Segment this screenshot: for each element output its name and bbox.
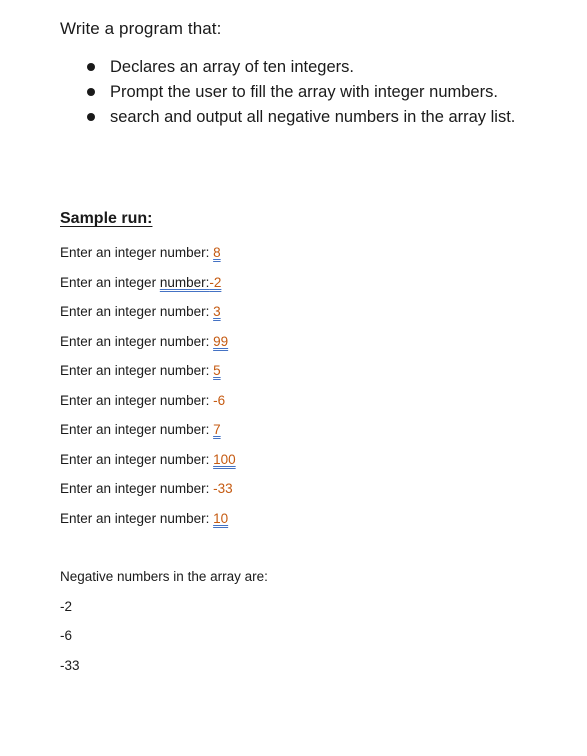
negative-value: -6 bbox=[60, 628, 73, 643]
run-line bbox=[60, 273, 236, 303]
prompt-text: Enter an integer number: bbox=[60, 481, 210, 496]
task-intro: Write a program that: bbox=[60, 19, 222, 38]
run-line bbox=[60, 243, 236, 273]
prompt-text: Enter an integer number: bbox=[60, 245, 210, 260]
bullet-icon bbox=[87, 113, 95, 121]
input-value: 10 bbox=[213, 510, 229, 526]
input-value: 99 bbox=[213, 333, 229, 349]
run-line bbox=[60, 479, 236, 509]
negative-value: -2 bbox=[60, 598, 73, 614]
input-value: -33 bbox=[213, 481, 233, 496]
input-value: 100 bbox=[213, 451, 236, 467]
result-output bbox=[60, 567, 268, 685]
prompt-text: Enter an integer number: bbox=[60, 333, 210, 349]
input-value: 5 bbox=[213, 363, 221, 378]
run-line bbox=[60, 361, 236, 391]
prompt-text-b: number: bbox=[159, 274, 210, 290]
prompt-text: Enter an integer number: bbox=[60, 392, 210, 408]
requirement-text: Prompt the user to fill the array with integer numbers. bbox=[110, 83, 498, 101]
sample-run-output bbox=[60, 243, 236, 538]
run-line bbox=[60, 332, 236, 362]
prompt-text-a: Enter an integer bbox=[60, 274, 160, 290]
requirements-list bbox=[85, 56, 515, 131]
prompt-text: Enter an integer number: bbox=[60, 363, 210, 378]
bullet-icon bbox=[87, 63, 95, 71]
prompt-text: Enter an integer number: bbox=[60, 451, 210, 467]
input-value: 8 bbox=[213, 245, 221, 260]
requirement-item bbox=[85, 81, 515, 106]
requirement-item bbox=[85, 106, 515, 131]
input-value: 7 bbox=[213, 422, 221, 437]
input-value: -2 bbox=[209, 274, 222, 290]
requirement-item bbox=[85, 56, 515, 81]
requirement-text: search and output all negative numbers in the array list. bbox=[110, 108, 516, 126]
requirement-text: Declares an array of ten integers. bbox=[110, 58, 354, 76]
input-value: -6 bbox=[213, 392, 226, 408]
prompt-text: Enter an integer number: bbox=[60, 510, 210, 526]
sample-run-heading: Sample run: bbox=[60, 210, 153, 227]
result-label: Negative numbers in the array are: bbox=[60, 569, 268, 584]
run-line bbox=[60, 302, 236, 332]
bullet-icon bbox=[87, 88, 95, 96]
prompt-text: Enter an integer number: bbox=[60, 422, 210, 437]
run-line bbox=[60, 450, 236, 480]
prompt-text: Enter an integer number: bbox=[60, 304, 210, 319]
run-line bbox=[60, 420, 236, 450]
negative-value: -33 bbox=[60, 657, 80, 673]
run-line bbox=[60, 509, 236, 539]
run-line bbox=[60, 391, 236, 421]
input-value: 3 bbox=[213, 304, 221, 319]
